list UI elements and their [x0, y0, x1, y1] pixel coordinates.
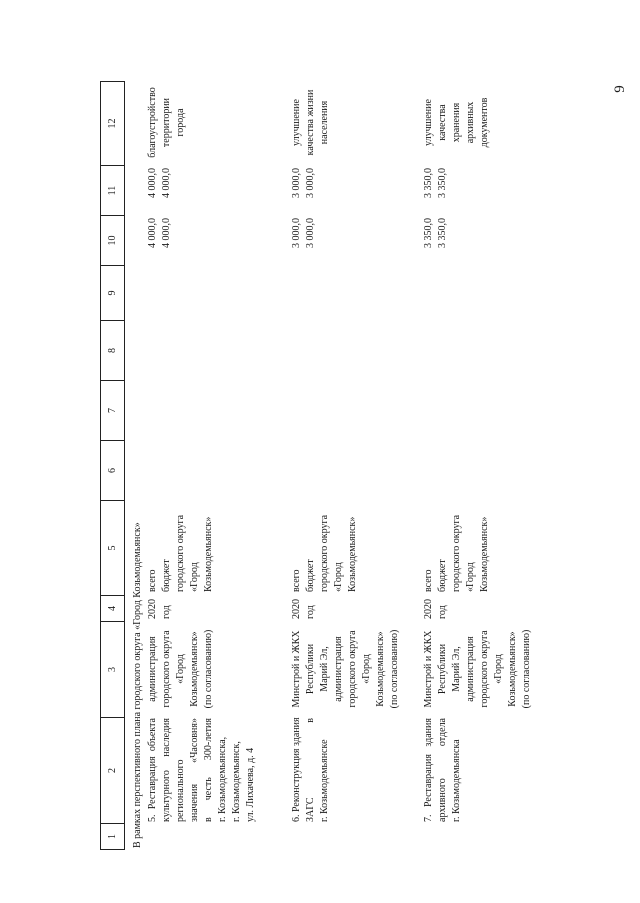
- column-number-2: 2: [101, 717, 124, 823]
- year-cell: [290, 595, 318, 619]
- table-row: [146, 0, 266, 903]
- year-cell: [146, 595, 174, 619]
- text-line: хранения: [451, 102, 462, 143]
- text-line: Республики: [305, 643, 316, 695]
- text-line: год: [305, 605, 316, 619]
- text-line: «Город: [361, 654, 372, 684]
- text-line: улучшение: [423, 99, 434, 146]
- text-line: города: [175, 108, 186, 137]
- amount-value: 3 000,0: [305, 168, 316, 198]
- column-number-6: 6: [101, 440, 124, 500]
- column-number-11: 11: [101, 165, 124, 215]
- text-line: архивных: [465, 101, 476, 144]
- measure-name-cell: [146, 718, 258, 822]
- amount-value: 4 000,0: [147, 168, 158, 198]
- text-line: «Город: [465, 562, 476, 592]
- funding-source-cell: [290, 500, 360, 592]
- text-line: бюджет: [305, 559, 316, 592]
- text-line: год: [437, 605, 448, 619]
- text-line: Козьмодемьянск»: [189, 631, 200, 707]
- text-line: Марий Эл,: [319, 646, 330, 692]
- text-line: архивного отдела: [437, 718, 448, 822]
- text-line: администрация: [147, 636, 158, 702]
- column-number-4: 4: [101, 595, 124, 621]
- amount-column-11-cell: [290, 168, 318, 215]
- column-number-5: 5: [101, 500, 124, 595]
- amount-value: 3 350,0: [423, 218, 434, 248]
- amount-value: 3 350,0: [423, 168, 434, 198]
- executor-cell: [146, 622, 216, 716]
- table-row: [290, 0, 410, 903]
- text-line: 6. Реконструкция здания: [291, 717, 302, 822]
- text-line: в честь 300-летия: [203, 718, 214, 822]
- column-number-3: 3: [101, 621, 124, 717]
- column-number-8: 8: [101, 320, 124, 380]
- text-line: городского округа: [347, 630, 358, 708]
- text-line: год: [161, 605, 172, 619]
- text-line: Минстрой и ЖКХ: [423, 630, 434, 708]
- text-line: Республики: [437, 643, 448, 695]
- text-line: (по согласованию): [203, 629, 214, 709]
- funding-source-cell: [146, 500, 216, 592]
- amount-value: 4 000,0: [147, 218, 158, 248]
- text-line: Козьмодемьянск»: [507, 631, 518, 707]
- text-line: культурного наследия: [161, 718, 172, 822]
- text-line: ул. Лихачева, д. 4: [245, 747, 256, 822]
- text-line: городского округа: [479, 630, 490, 708]
- amount-value: 3 000,0: [291, 218, 302, 248]
- column-number-12: 12: [101, 81, 124, 165]
- measure-name-cell: [290, 718, 332, 822]
- text-line: администрация: [333, 636, 344, 702]
- year-cell: [422, 595, 450, 619]
- text-line: г. Козьмодемьянска,: [217, 736, 228, 822]
- text-line: городского округа: [161, 630, 172, 708]
- text-line: бюджет: [161, 559, 172, 592]
- text-line: 2020: [147, 599, 158, 619]
- section-title: В рамках перспективного плана городского округа «Город Козьмодемьянск»: [132, 522, 143, 848]
- text-line: Козьмодемьянск»: [203, 516, 214, 592]
- funding-source-cell: [422, 500, 492, 592]
- column-number-10: 10: [101, 215, 124, 265]
- text-line: городского округа: [451, 514, 462, 592]
- expected-result-cell: [146, 81, 188, 164]
- text-line: Козьмодемьянск»: [347, 516, 358, 592]
- amount-value: 3 000,0: [291, 168, 302, 198]
- amount-column-10-cell: [422, 218, 450, 265]
- expected-result-cell: [290, 81, 332, 164]
- text-line: ЗАГС в: [305, 718, 316, 822]
- text-line: документов: [479, 97, 490, 148]
- text-line: «Город: [333, 562, 344, 592]
- executor-cell: [290, 622, 402, 716]
- text-line: г. Козьмодемьянска: [451, 739, 462, 822]
- amount-value: 4 000,0: [161, 218, 172, 248]
- expected-result-cell: [422, 81, 492, 164]
- measure-name-cell: [422, 718, 464, 822]
- text-line: городского округа: [175, 514, 186, 592]
- text-line: улучшение: [291, 99, 302, 146]
- column-number-1: 1: [101, 823, 124, 850]
- text-line: (по согласованию): [389, 629, 400, 709]
- page-number: 9: [612, 85, 628, 93]
- text-line: «Город: [493, 654, 504, 684]
- amount-column-11-cell: [422, 168, 450, 215]
- text-line: городского округа: [319, 514, 330, 592]
- text-line: г. Козьмодемьянске: [319, 739, 330, 822]
- amount-column-11-cell: [146, 168, 174, 215]
- text-line: 2020: [423, 599, 434, 619]
- column-number-7: 7: [101, 380, 124, 440]
- text-line: 2020: [291, 599, 302, 619]
- text-line: всего: [291, 569, 302, 592]
- text-line: всего: [423, 569, 434, 592]
- amount-value: 3 000,0: [305, 218, 316, 248]
- amount-value: 4 000,0: [161, 168, 172, 198]
- text-line: регионального: [175, 759, 186, 822]
- text-line: всего: [147, 569, 158, 592]
- text-line: Козьмодемьянск»: [479, 516, 490, 592]
- amount-value: 3 350,0: [437, 218, 448, 248]
- text-line: (по согласованию): [521, 629, 532, 709]
- text-line: бюджет: [437, 559, 448, 592]
- text-line: 7. Реставрация здания: [423, 718, 434, 822]
- column-number-9: 9: [101, 265, 124, 320]
- amount-value: 3 350,0: [437, 168, 448, 198]
- text-line: значения «Часовня»: [189, 718, 200, 822]
- text-line: территории: [161, 97, 172, 148]
- text-line: «Город: [189, 562, 200, 592]
- amount-column-10-cell: [146, 218, 174, 265]
- text-line: Козьмодемьянск»: [375, 631, 386, 707]
- text-line: населения: [319, 100, 330, 145]
- text-line: Минстрой и ЖКХ: [291, 630, 302, 708]
- table-row: [422, 0, 542, 903]
- text-line: 5. Реставрация объекта: [147, 718, 158, 822]
- executor-cell: [422, 622, 534, 716]
- text-line: г. Козьмодемьянск,: [231, 741, 242, 822]
- amount-column-10-cell: [290, 218, 318, 265]
- text-line: качества жизни: [305, 89, 316, 156]
- text-line: Марий Эл,: [451, 646, 462, 692]
- text-line: качества: [437, 104, 448, 141]
- text-line: благоустройство: [147, 87, 158, 158]
- text-line: «Город: [175, 654, 186, 684]
- column-number-row: [100, 81, 125, 850]
- text-line: администрация: [465, 636, 476, 702]
